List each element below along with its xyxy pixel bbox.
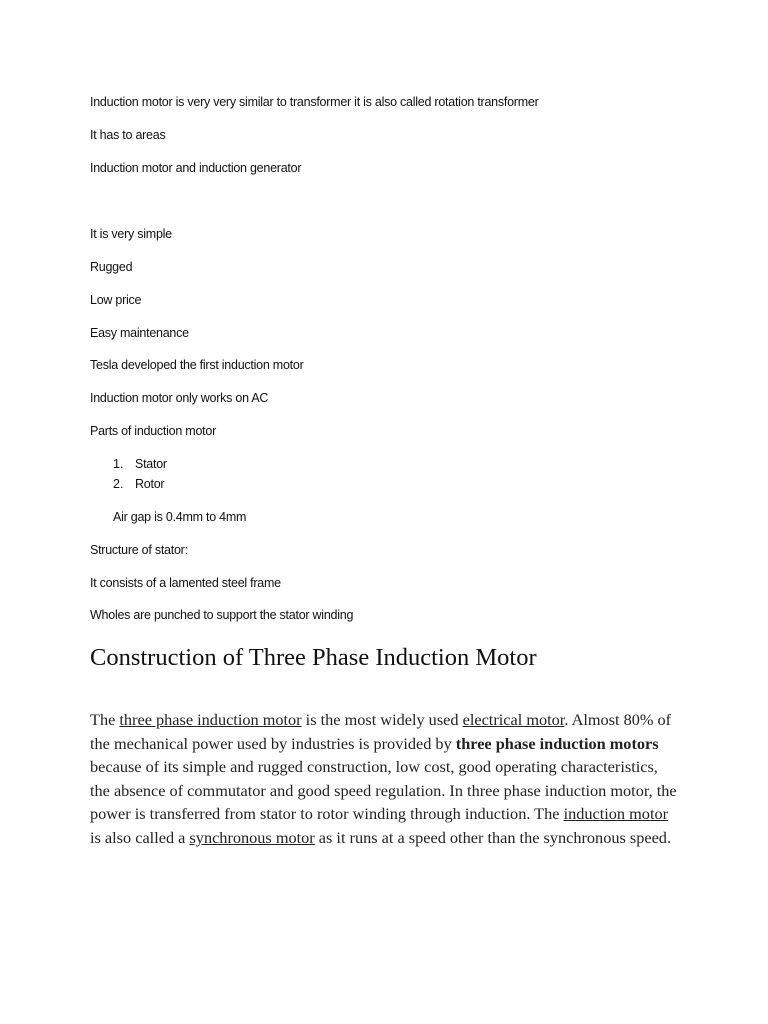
note-line: It is very simple xyxy=(90,227,172,241)
note-line: Low price xyxy=(90,293,142,307)
note-line: Easy maintenance xyxy=(90,326,189,340)
list-item-number: 1. xyxy=(113,457,124,471)
link-synchronous-motor[interactable]: synchronous motor xyxy=(189,827,315,847)
article-title: Construction of Three Phase Induction Motor xyxy=(90,644,537,671)
note-line: Wholes are punched to support the stator winding xyxy=(90,608,354,622)
note-line: Tesla developed the first induction motor xyxy=(90,358,304,372)
note-line: It consists of a lamented steel frame xyxy=(90,576,281,590)
link-electrical-motor[interactable]: electrical motor xyxy=(462,710,565,729)
note-line: Induction motor and induction generator xyxy=(90,161,302,175)
air-gap-note: Air gap is 0.4mm to 4mm xyxy=(113,510,247,524)
bold-term: three phase induction motors xyxy=(455,733,659,753)
note-line: Induction motor only works on AC xyxy=(90,391,269,405)
list-item: Rotor xyxy=(135,477,165,491)
note-line: Parts of induction motor xyxy=(90,424,217,438)
note-line: Rugged xyxy=(90,260,133,274)
note-line: Induction motor is very very similar to transformer it is also called rotation transformer xyxy=(90,95,539,109)
list-item-number: 2. xyxy=(113,477,124,491)
text-run: is also called a xyxy=(90,827,190,847)
article-paragraph xyxy=(90,708,680,850)
list-item: Stator xyxy=(135,457,167,471)
text-run: is the most widely used xyxy=(301,710,463,729)
note-line: It has to areas xyxy=(90,128,166,142)
link-induction-motor[interactable]: induction motor xyxy=(563,804,669,824)
stator-heading: Structure of stator: xyxy=(90,543,188,557)
text-run: . Almost 80% of the mechanical power used by industries is provided by xyxy=(90,710,672,753)
text-run: The xyxy=(90,710,120,729)
link-three-phase-induction-motor[interactable]: three phase induction motor xyxy=(119,710,302,729)
text-run: because of its simple and rugged construction, low cost, good operating characteristics, the absence of commutator and good speed regulation. In three phase induction motor, the power is transferred from stator to rotor winding through induction. The xyxy=(90,757,677,824)
text-run: as it runs at a speed other than the synchronous speed. xyxy=(314,827,672,847)
